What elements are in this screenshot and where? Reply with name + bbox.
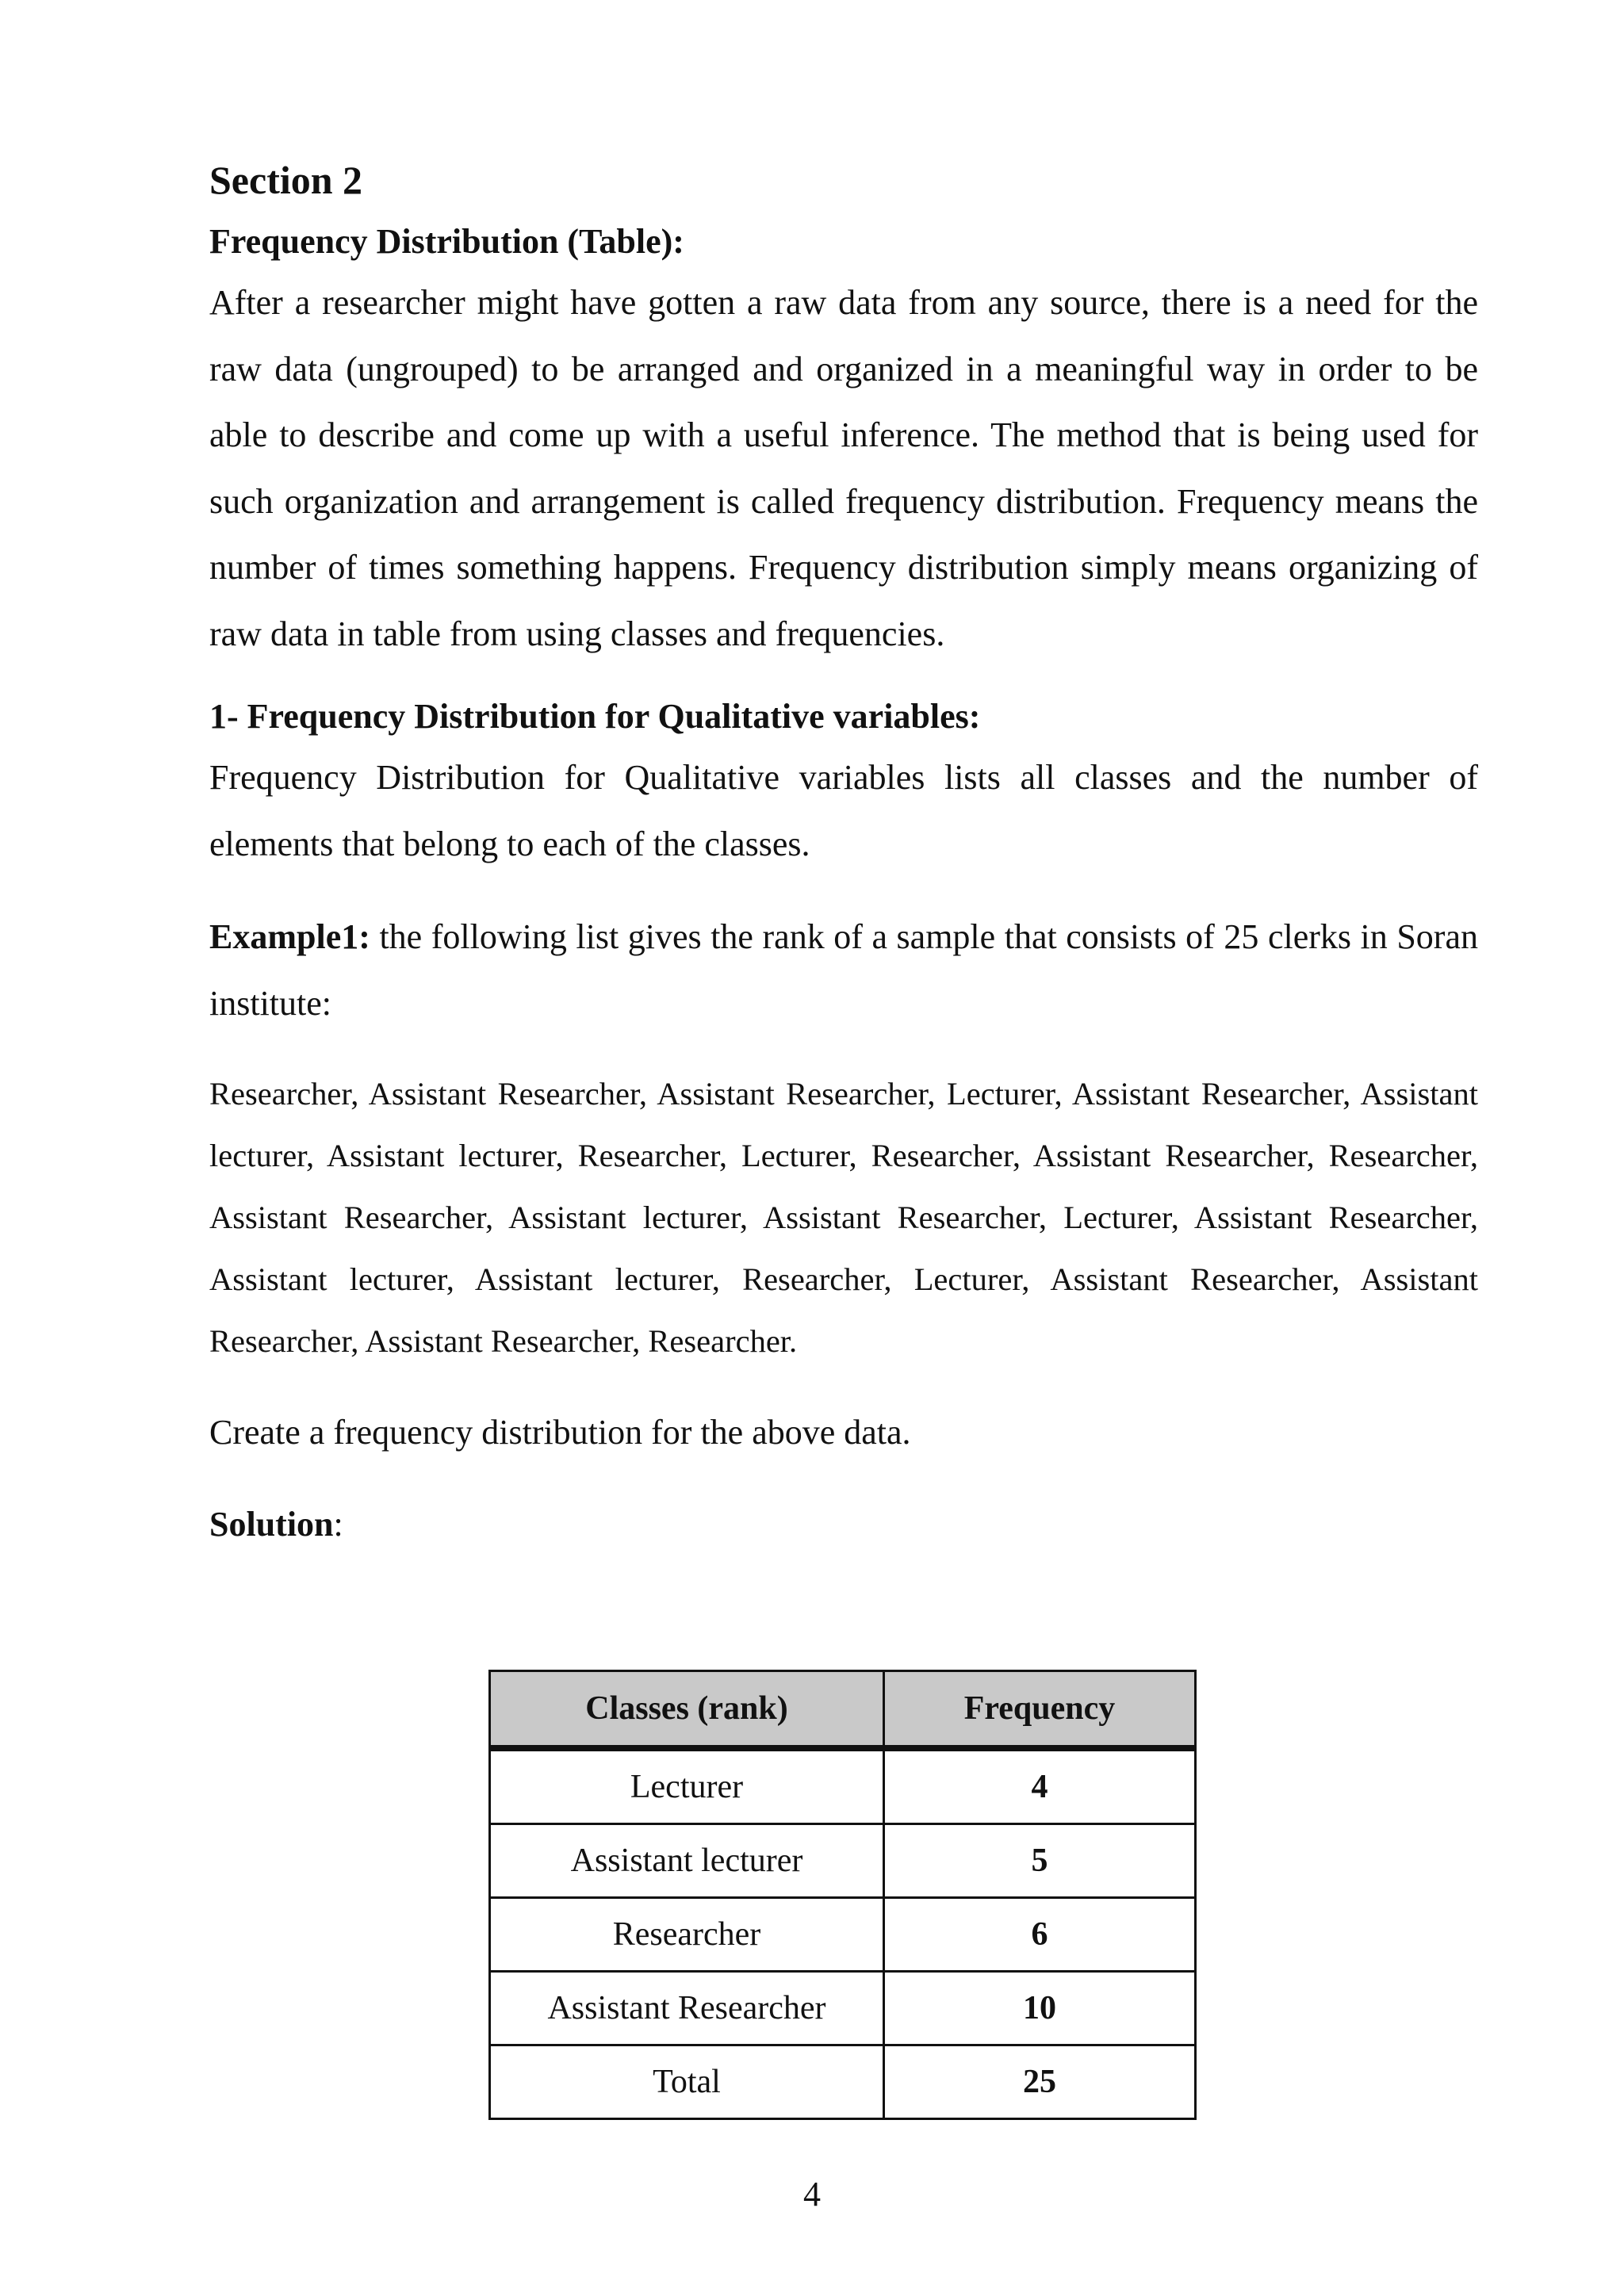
table-header-row xyxy=(490,1671,1196,1749)
heading-qualitative: 1- Frequency Distribution for Qualitative variables: xyxy=(209,697,981,736)
total-label-cell: Total xyxy=(490,2045,884,2119)
table-row xyxy=(490,1824,1196,1898)
solution-colon: : xyxy=(333,1504,343,1544)
solution-line xyxy=(209,1493,1478,1556)
solution-label: Solution xyxy=(209,1504,334,1544)
instruction-text: Create a frequency distribution for the above data. xyxy=(209,1413,911,1452)
qualitative-paragraph: Frequency Distribution for Qualitative variables lists all classes and the number of elements that belong to each of the classes. xyxy=(209,758,1478,863)
table-row xyxy=(490,1748,1196,1824)
intro-paragraph: After a researcher might have gotten a raw data from any source, there is a need for the raw data (ungrouped) to be arranged and organized in a meaningful way in order to be able to describe and come up with a useful inference. The method that is being used for such organization and arrangement is called frequency distribution. Frequency means the number of times something happens. Frequency distribution simply means organizing of raw data in table from using classes and frequencies. xyxy=(209,283,1478,653)
column-header-frequency: Frequency xyxy=(884,1671,1196,1749)
table-row xyxy=(490,1898,1196,1972)
class-cell: Assistant Researcher xyxy=(490,1972,884,2045)
page-content xyxy=(209,151,1478,1564)
heading-frequency-table: Frequency Distribution (Table): xyxy=(209,222,684,261)
frequency-cell: 4 xyxy=(884,1748,1196,1824)
raw-data-list: Researcher, Assistant Researcher, Assistant Researcher, Lecturer, Assistant Researcher, Assistant lecturer, Assistant lecturer, Researcher, Lecturer, Researcher, Assistant Researcher, Researcher, Assistant Researcher, Assistant lecturer, Assistant Researcher, Lecturer, Assistant Researcher, Assistant lecturer, Assistant lecturer, Researcher, Lecturer, Assistant Researcher, Assistant Researcher, Assistant Researcher, Researcher. xyxy=(209,1076,1478,1359)
example-text: the following list gives the rank of a sample that consists of 25 clerks in Soran institute: xyxy=(209,917,1478,1023)
frequency-cell: 10 xyxy=(884,1972,1196,2045)
page-number: 4 xyxy=(803,2175,821,2214)
example-label: Example1: xyxy=(209,917,370,956)
class-cell: Researcher xyxy=(490,1898,884,1972)
section-title: Section 2 xyxy=(209,158,363,202)
class-cell: Assistant lecturer xyxy=(490,1824,884,1898)
column-header-classes: Classes (rank) xyxy=(490,1671,884,1749)
frequency-cell: 6 xyxy=(884,1898,1196,1972)
frequency-cell: 5 xyxy=(884,1824,1196,1898)
total-value-cell: 25 xyxy=(884,2045,1196,2119)
class-cell: Lecturer xyxy=(490,1748,884,1824)
example-paragraph xyxy=(209,904,1478,1036)
table-row xyxy=(490,1972,1196,2045)
table-row-total xyxy=(490,2045,1196,2119)
frequency-table xyxy=(488,1670,1197,2120)
